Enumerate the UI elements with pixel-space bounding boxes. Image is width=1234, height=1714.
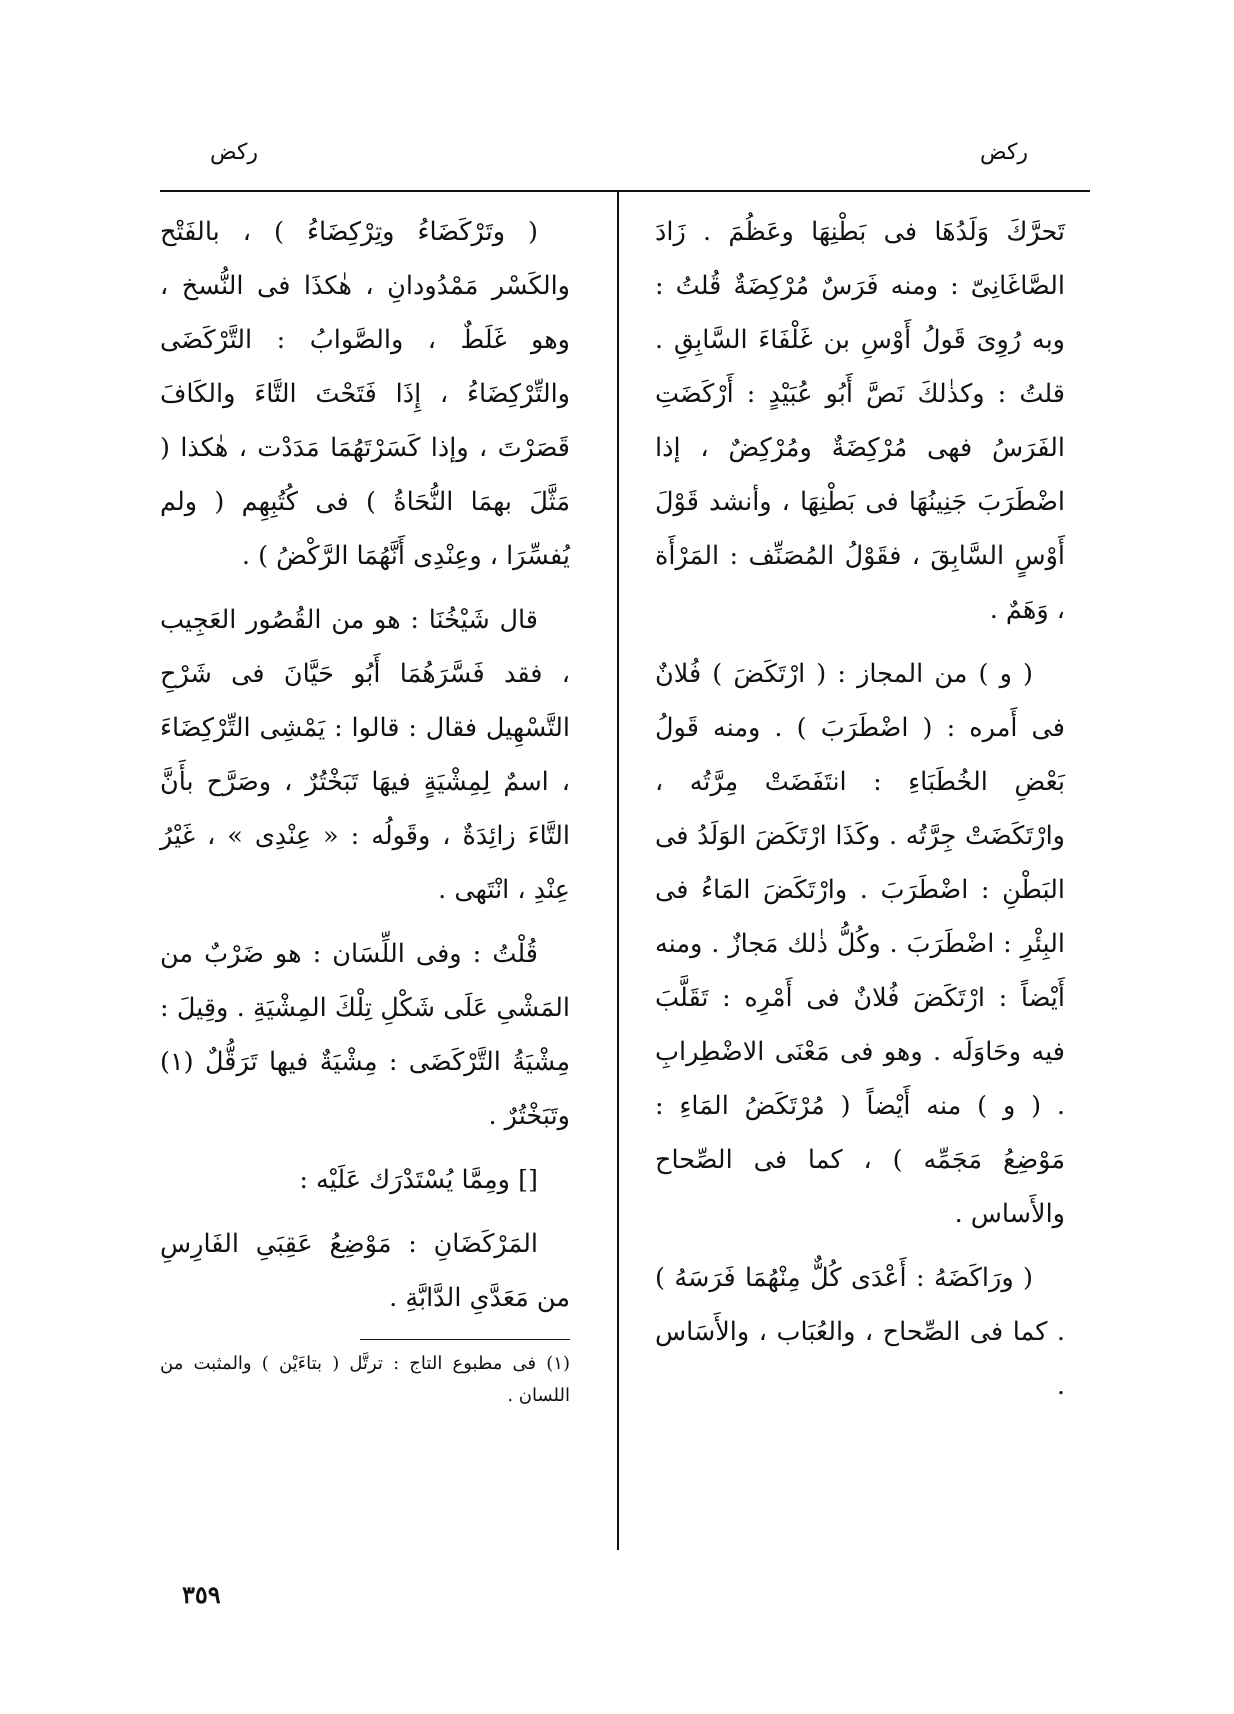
footnote: (١) فى مطبوع التاج : ترتَّل ( بتاءَيْن ) والمثبت من اللسان . xyxy=(160,1353,570,1406)
left-column xyxy=(160,205,570,1412)
column-divider xyxy=(617,190,619,1550)
page-number: ٣٥٩ xyxy=(182,1580,221,1609)
running-header-left: ركض xyxy=(210,140,259,165)
paragraph: ( ورَاكَضَهُ : أَعْدَى كُلٌّ مِنْهُمَا فَرَسَهُ ) . كما فى الصِّحاح ، والعُبَاب ، والأَسَاس . xyxy=(655,1263,1065,1401)
paragraph: ( و ) من المجاز : ( ارْتَكَضَ ) فُلانٌ فى أَمره : ( اضْطَرَبَ ) . ومنه قَولُ بَعْضِ الخُطَبَاءِ : انتَفَضَتْ مِرَّتُه ، وارْتَكَضَتْ جِرَّتُه . وكَذَا ارْتَكَضَ الوَلَدُ فى البَطْنِ : اضْطَرَبَ . وارْتَكَضَ المَاءُ فى البِئْرِ : اضْطَرَبَ . وكُلُّ ذٰلك مَجازٌ . ومنه أَيْضاً : ارْتَكَضَ فُلانٌ فى أَمْرِه : تَقَلَّبَ فيه وحَاوَلَه . وهو فى مَعْنَى الاضْطِرابِ . ( و ) منه أَيْضاً ( مُرْتَكَضُ المَاءِ : مَوْضِعُ مَجَمِّه ) ، كما فى الصِّحاح والأَساس . xyxy=(655,659,1065,1229)
header-rule xyxy=(160,190,1090,192)
paragraph: [] ومِمَّا يُسْتَدْرَك عَلَيْه : xyxy=(299,1165,538,1195)
paragraph: تَحرَّكَ وَلَدُهَا فى بَطْنِهَا وعَظُمَ . زَادَ الصَّاغَانِىّ : ومنه فَرَسٌ مُرْكِضَةٌ قُلتُ : وبه رُوِىَ قَولُ أَوْسِ بن غَلْفَاءَ السَّابِقِ . قلتُ : وكذٰلكَ نَصَّ أَبُو عُبَيْدٍ : أَرْكَضَتِ الفَرَسُ فهى مُرْكِضَةٌ ومُرْكِضٌ ، إذا اضْطَرَبَ جَنِينُهَا فى بَطْنِهَا ، وأنشد قَوْلَ أَوْسٍ السَّابِقَ ، فقَوْلُ المُصَنِّف : المَرْأَة ، وَهَمٌ . xyxy=(655,217,1065,625)
right-column xyxy=(655,205,1065,1423)
paragraph: ( وتَرْكَضَاءُ وتِرْكِضَاءُ ) ، بالفَتْح والكَسْر مَمْدُودانِ ، هٰكذَا فى النُّسخ ، وهو غَلَطٌ ، والصَّوابُ : التَّرْكَضَى والتِّرْكِضَاءُ ، إِذَا فَتَحْتَ التَّاءَ والكَافَ قَصَرْتَ ، وإذا كَسَرْتَهُمَا مَدَدْت ، هٰكذا ( مَثَّلَ بهمَا النُّحَاةُ ) فى كُتُبِهِم ( ولم يُفسِّرَا ، وعِنْدِى أَنَّهُمَا الرَّكْضُ ) . xyxy=(160,217,570,571)
footnote-rule xyxy=(360,1339,570,1340)
paragraph: قال شَيْخُنَا : هو من القُصُور العَجِيب ، فقد فَسَّرَهُمَا أَبُو حَيَّانَ فى شَرْحِ التَّسْهِيل فقال : قالوا : يَمْشِى التِّرْكِضَاءَ ، اسمٌ لِمِشْيَةٍ فيهَا تَبَخْتُرٌ ، وصَرَّح بأَنَّ التَّاءَ زائِدَةٌ ، وقَولُه : « عِنْدِى » ، غَيْرُ عِنْدِ ، انْتَهى . xyxy=(160,605,570,905)
paragraph: المَرْكَضَانِ : مَوْضِعُ عَقِبَىِ الفَارِسِ من مَعَدَّىِ الدَّابَّةِ . xyxy=(160,1229,570,1313)
paragraph: قُلْتُ : وفى اللِّسَان : هو ضَرْبٌ من المَشْىِ عَلَى شَكْلِ تِلْكَ المِشْيَةِ . وقِيلَ : مِشْيَةُ التَّرْكَضَى : مِشْيَةٌ فيها تَرَقُّلٌ (١) وتَبَخْتُرٌ . xyxy=(160,939,570,1131)
running-header-right: ركض xyxy=(980,140,1029,165)
